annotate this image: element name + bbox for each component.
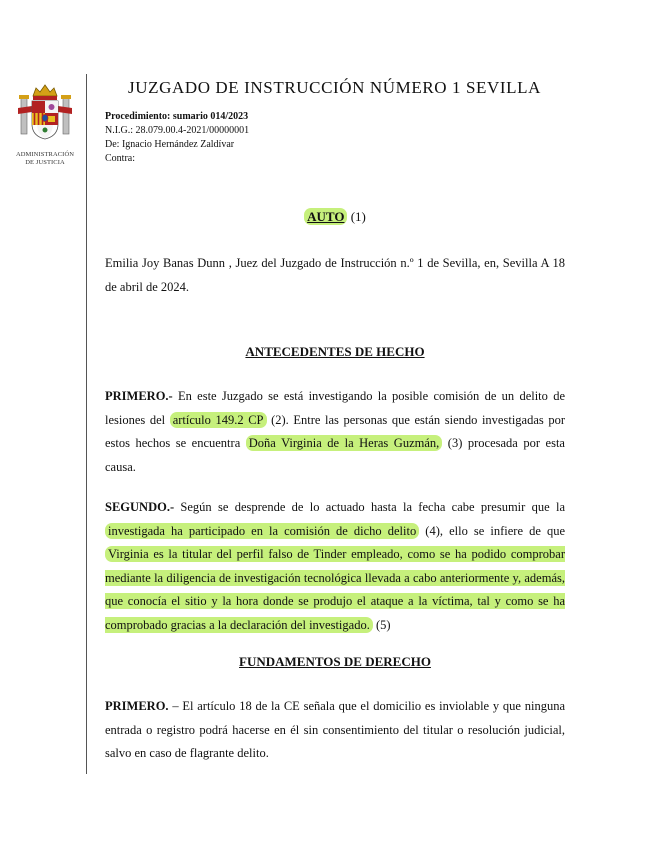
segundo-text-1: Según se desprende de lo actuado hasta la fecha cabe presumir que la bbox=[174, 500, 565, 514]
primero-text-3: (3) procesada por esta causa. bbox=[105, 436, 565, 474]
fundamentos-heading: FUNDAMENTOS DE DERECHO bbox=[239, 654, 431, 669]
segundo-highlight-participation: investigada ha participado en la comisión de dicho delito bbox=[105, 523, 419, 539]
margin-divider bbox=[86, 74, 87, 774]
segundo-highlight-evidence: Virginia es la titular del perfil falso de Tinder empleado, como se ha podido comprobar mediante la diligencia de investigación tecnológica llevada a cabo anteriormente y, además, que conocía el sitio y la hora donde se produjo el ataque a la víctima, tal y como se ha comprobado gracias a la declaración del investigado. bbox=[105, 547, 565, 632]
auto-note: (1) bbox=[347, 209, 366, 224]
fundamentos-primero bbox=[105, 695, 565, 766]
primero-highlight-article: artículo 149.2 CP bbox=[170, 412, 267, 428]
coat-of-arms-logo bbox=[10, 82, 80, 167]
segundo-label: SEGUNDO.- bbox=[105, 500, 175, 514]
auto-title: AUTO bbox=[304, 208, 347, 225]
logo-caption-line-1: ADMINISTRACIÓN bbox=[15, 151, 75, 158]
procedure-value: : sumario 014/2023 bbox=[167, 111, 249, 122]
antecedentes-segundo bbox=[105, 496, 565, 637]
antecedentes-primero bbox=[105, 385, 565, 479]
primero-highlight-person: Doña Virginia de la Heras Guzmán, bbox=[246, 435, 443, 451]
intro-paragraph: Emilia Joy Banas Dunn , Juez del Juzgado de Instrucción n.º 1 de Sevilla, en, Sevilla A 18 de abril de 2024. bbox=[105, 256, 565, 294]
plaintiff-line: De: Ignacio Hernández Zaldívar bbox=[105, 139, 235, 150]
primero-label: PRIMERO.- bbox=[105, 389, 173, 403]
fundamentos-primero-label: PRIMERO. bbox=[105, 699, 169, 713]
segundo-text-3: (5) bbox=[372, 617, 391, 632]
procedure-line bbox=[105, 110, 249, 124]
fundamentos-primero-text: – El artículo 18 de la CE señala que el domicilio es inviolable y que ninguna entrada o registro podrá hacerse en él sin consentimiento del titular o resolución judicial, salvo en caso de flagrante delito. bbox=[105, 699, 565, 760]
primero-text-1: En este Juzgado se está investigando la posible comisión de un delito de lesiones del bbox=[105, 389, 565, 427]
case-metadata bbox=[105, 110, 249, 166]
logo-caption-line-2: DE JUSTICIA bbox=[25, 159, 65, 166]
spanish-coat-of-arms-icon bbox=[16, 82, 74, 144]
primero-text-2: (2). Entre las personas que están siendo investigadas por estos hechos se encuentra bbox=[105, 412, 566, 450]
court-title: JUZGADO DE INSTRUCCIÓN NÚMERO 1 SEVILLA bbox=[128, 78, 541, 97]
logo-caption bbox=[10, 151, 80, 167]
nig-line: N.I.G.: 28.079.00.4-2021/00000001 bbox=[105, 125, 250, 136]
antecedentes-heading: ANTECEDENTES DE HECHO bbox=[245, 344, 425, 359]
segundo-text-2: (4), ello se infiere de que bbox=[419, 523, 565, 538]
defendant-line: Contra: bbox=[105, 153, 135, 164]
procedure-label: Procedimiento bbox=[105, 111, 168, 122]
auto-title-line bbox=[105, 209, 565, 225]
